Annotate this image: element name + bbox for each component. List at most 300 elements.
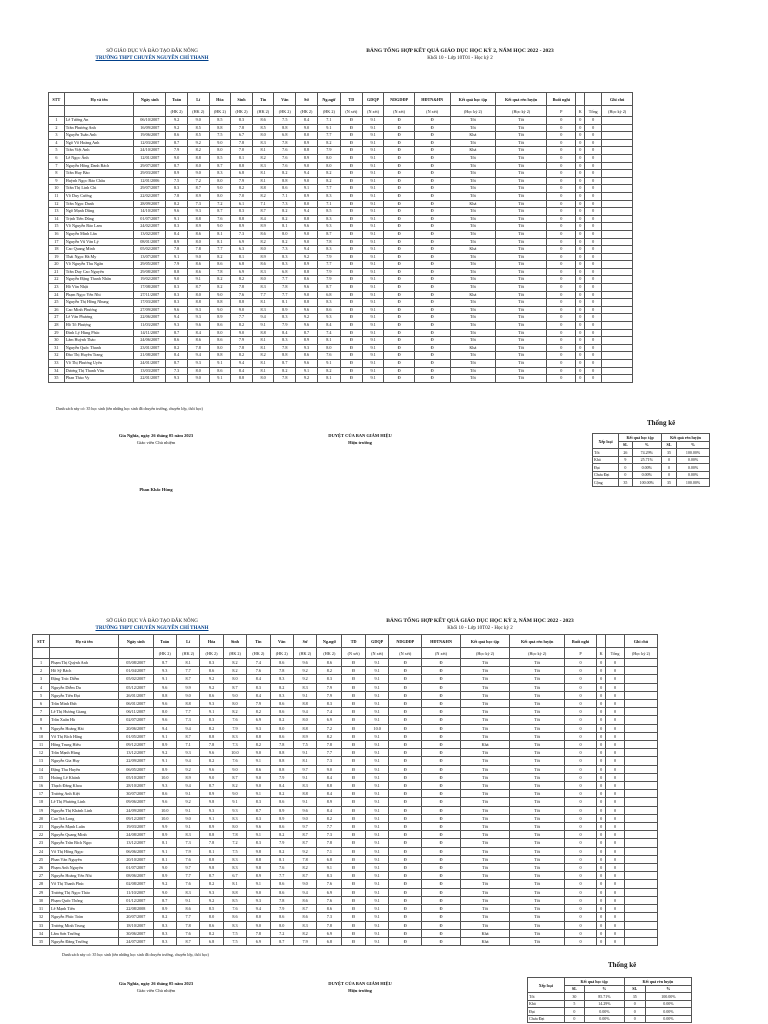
table-cell: 0	[547, 139, 576, 147]
table-cell: 9.1	[365, 855, 389, 863]
table-cell: 8.6	[166, 132, 188, 140]
table-cell: Đ	[341, 208, 363, 216]
table-cell: 33	[33, 921, 50, 929]
table-cell: 8.2	[270, 683, 293, 691]
report2-school: TRƯỜNG THPT CHUYÊN NGUYỄN CHÍ THANH	[95, 626, 209, 631]
table-cell: 9.1	[365, 773, 389, 781]
table-cell: 0	[547, 238, 576, 246]
table-cell: Đ	[341, 238, 363, 246]
table-cell: Đ	[384, 132, 414, 140]
table-cell: Đ	[389, 741, 422, 749]
table-cell	[602, 177, 633, 185]
column-subheader: (Học kỳ 2)	[510, 648, 565, 659]
table-cell	[602, 147, 633, 155]
table-cell: Tốt	[450, 329, 496, 337]
table-cell: Tốt	[496, 147, 547, 155]
table-cell: 0	[585, 192, 602, 200]
table-cell: 25	[33, 855, 50, 863]
column-subheader: (Học kỳ 2)	[450, 106, 496, 117]
table-cell: 8.8	[274, 124, 296, 132]
stats-cell: Tốt	[593, 449, 619, 457]
table-cell: Đ	[414, 299, 450, 307]
table-cell: Đ	[342, 864, 365, 872]
table-cell: 0	[565, 929, 597, 937]
stats-header: Kết quả rèn luyện	[662, 434, 710, 442]
table-cell: 27/11/2007	[134, 291, 166, 299]
table-cell: 8.6	[317, 905, 342, 913]
table-cell: 8.8	[270, 765, 293, 773]
table-cell: Tốt	[450, 238, 496, 246]
table-cell: 9.1	[153, 732, 176, 740]
table-cell: 8.3	[166, 223, 188, 231]
table-cell: Đ	[342, 724, 365, 732]
table-cell: 06/01/2007	[119, 700, 153, 708]
table-cell: 29/07/2007	[134, 185, 166, 193]
table-cell: 0	[576, 261, 585, 269]
table-row	[49, 261, 633, 269]
table-cell: Tốt	[450, 230, 496, 238]
table-cell: 8.2	[293, 929, 316, 937]
table-cell: 8.0	[252, 276, 274, 284]
stats-header-row	[528, 978, 692, 986]
table-cell: 8.8	[274, 177, 296, 185]
table-cell: 7.6	[223, 757, 246, 765]
table-cell: 8.2	[200, 929, 223, 937]
table-cell: 8.7	[296, 329, 318, 337]
stats-cell: 0	[624, 1008, 645, 1016]
column-subheader: (HK 2)	[187, 106, 209, 117]
table-cell: 8.6	[293, 913, 316, 921]
table-cell: 7.7	[317, 261, 340, 269]
table-cell: 6.3	[231, 246, 253, 254]
table-cell: 9.4	[166, 314, 188, 322]
table-cell: Tốt	[496, 284, 547, 292]
table-cell: Đ	[384, 170, 414, 178]
table-cell: 0	[565, 683, 597, 691]
table-cell: 8.2	[223, 708, 246, 716]
table-cell: 9.2	[200, 683, 223, 691]
table-cell: 9.4	[252, 314, 274, 322]
table-cell: Đ	[342, 888, 365, 896]
table-cell: Đ	[422, 708, 461, 716]
table-cell: 9.0	[166, 276, 188, 284]
table-cell: Đ	[422, 847, 461, 855]
table-cell: 9.1	[362, 139, 384, 147]
table-cell: 8.1	[200, 847, 223, 855]
table-cell: Tốt	[460, 831, 509, 839]
column-subheader	[50, 648, 119, 659]
table-cell: 8.2	[209, 253, 231, 261]
table-cell: 0	[596, 855, 605, 863]
table-cell: 0	[576, 284, 585, 292]
report1-subtitle: Khối 10 - Lớp 10T01 - Học kỳ 2	[427, 56, 493, 61]
table-cell: 9.1	[362, 238, 384, 246]
table-cell: 7.9	[166, 147, 188, 155]
stats-cell: 0.00%	[677, 471, 710, 479]
table-cell: Đ	[384, 192, 414, 200]
table-cell: 0	[547, 132, 576, 140]
table-cell: 8.4	[247, 675, 270, 683]
table-cell: 7.9	[317, 276, 340, 284]
table-cell: 6.9	[247, 937, 270, 945]
table-cell: 9.1	[362, 367, 384, 375]
table-cell: Tốt	[450, 124, 496, 132]
table-cell: Đ	[414, 268, 450, 276]
table-row	[33, 823, 658, 831]
table-cell: 7.5	[166, 177, 188, 185]
column-header: NDGDĐP	[389, 635, 422, 648]
stats-row	[528, 1000, 692, 1008]
table-cell: Đ	[384, 306, 414, 314]
student-name-cell: Hồ Tố Phượng	[64, 322, 134, 330]
table-row	[33, 683, 658, 691]
table-cell: 7.7	[274, 291, 296, 299]
stats-cell: 35	[619, 479, 632, 487]
table-cell: 28	[49, 322, 65, 330]
table-cell: Đ	[342, 773, 365, 781]
table-cell: 8.8	[274, 352, 296, 360]
stats-subheader: %	[677, 441, 710, 449]
column-header: Kết quả học tập	[460, 635, 509, 648]
table-cell: Đ	[389, 732, 422, 740]
table-cell: 9.1	[365, 905, 389, 913]
stats-cell: 0.00%	[632, 471, 662, 479]
table-cell: 9.1	[317, 864, 342, 872]
table-cell: 7.8	[317, 238, 340, 246]
table-cell: 0	[565, 847, 597, 855]
table-cell: Tốt	[496, 261, 547, 269]
column-header	[596, 635, 605, 648]
table-row	[33, 691, 658, 699]
table-cell: 9	[49, 177, 65, 185]
table-cell: 8.7	[209, 208, 231, 216]
table-cell: 6.8	[231, 261, 253, 269]
table-cell: 8.2	[293, 864, 316, 872]
table-cell: Tốt	[460, 700, 509, 708]
table-cell: 7.6	[270, 864, 293, 872]
table-cell: 0	[576, 185, 585, 193]
table-row	[33, 839, 658, 847]
stats-subheader: SL	[564, 985, 584, 993]
table-cell: Tốt	[496, 314, 547, 322]
table-cell: 9.2	[166, 124, 188, 132]
table-cell: 8.3	[317, 700, 342, 708]
table-cell: 0	[596, 782, 605, 790]
table-cell: 8.9	[209, 314, 231, 322]
table-cell: 7.9	[317, 683, 342, 691]
stats-cell: Chưa Đạt	[593, 471, 619, 479]
table-row	[49, 200, 633, 208]
table-cell: 8.1	[153, 839, 176, 847]
table-cell: 7.7	[270, 872, 293, 880]
table-cell: 8.3	[274, 261, 296, 269]
table-cell: 0	[565, 864, 597, 872]
table-cell: 9.1	[362, 375, 384, 383]
table-cell: 9.3	[200, 700, 223, 708]
table-cell: 9.2	[200, 675, 223, 683]
table-cell: 0	[547, 337, 576, 345]
table-cell: 9.3	[200, 806, 223, 814]
table-cell: 0	[576, 192, 585, 200]
table-cell: 0	[606, 659, 624, 667]
table-cell	[602, 291, 633, 299]
table-cell: 13/02/2007	[134, 230, 166, 238]
table-cell: 18	[33, 798, 50, 806]
table-cell	[624, 905, 657, 913]
table-cell: 8.0	[252, 246, 274, 254]
table-cell: 0	[585, 360, 602, 368]
table-cell: 9.1	[365, 790, 389, 798]
column-subheader: (HK 2)	[231, 106, 253, 117]
table-cell: 9.4	[153, 724, 176, 732]
table-cell: Đ	[414, 132, 450, 140]
table-cell: 11	[49, 192, 65, 200]
table-cell	[602, 352, 633, 360]
table-cell: 8.3	[317, 246, 340, 254]
table-cell: Đ	[384, 124, 414, 132]
table-cell: 9.0	[296, 291, 318, 299]
table-cell: 7.8	[200, 741, 223, 749]
table-cell: Tốt	[510, 798, 565, 806]
table-cell: 0	[606, 937, 624, 945]
table-cell: Tốt	[460, 855, 509, 863]
table-cell: 8.2	[274, 170, 296, 178]
stats-header: Xếp loại	[593, 434, 619, 449]
student-name-cell: Nguyễn Phúc Toàn	[50, 913, 119, 921]
table-cell: Đ	[389, 659, 422, 667]
table-cell: 7.7	[176, 913, 199, 921]
report2-board: DUYỆT CỦA BAN GIÁM HIỆU	[328, 981, 392, 986]
table-cell: 7.7	[176, 708, 199, 716]
table-cell: 0	[606, 888, 624, 896]
student-name-cell: Phan Văn Nguyên	[50, 855, 119, 863]
table-row	[33, 749, 658, 757]
stats-cell: 0	[564, 1015, 584, 1023]
table-cell: 0	[565, 765, 597, 773]
table-cell: 0	[606, 667, 624, 675]
table-cell: Đ	[384, 200, 414, 208]
report2-header-right	[350, 618, 610, 632]
table-cell: 32	[49, 352, 65, 360]
table-cell: 7.3	[176, 839, 199, 847]
table-cell	[602, 261, 633, 269]
table-cell: 8.2	[223, 659, 246, 667]
table-row	[49, 230, 633, 238]
table-cell: 9.1	[365, 782, 389, 790]
table-cell: 0	[585, 139, 602, 147]
table-cell: Đ	[389, 855, 422, 863]
table-cell: 7.6	[317, 880, 342, 888]
table-cell: 8.8	[296, 299, 318, 307]
column-header: GDQP	[365, 635, 389, 648]
table-cell: 7.9	[223, 724, 246, 732]
table-cell: 0	[547, 306, 576, 314]
table-cell: 9.8	[247, 864, 270, 872]
student-name-cell: Đinh Lý Hùng Phúc	[64, 329, 134, 337]
table-cell	[624, 798, 657, 806]
column-header: Ngày sinh	[119, 635, 153, 648]
table-cell: Đ	[422, 814, 461, 822]
table-cell: 0	[585, 344, 602, 352]
table-cell: Đ	[342, 872, 365, 880]
table-cell: 9.0	[209, 306, 231, 314]
table-cell: 13/07/2007	[134, 253, 166, 261]
table-row	[33, 708, 658, 716]
table-cell: 8.0	[187, 291, 209, 299]
table-cell: Tốt	[450, 268, 496, 276]
table-cell	[624, 814, 657, 822]
table-cell: 0	[547, 230, 576, 238]
table-cell: 9.2	[296, 375, 318, 383]
table-cell: 22/02/2007	[134, 192, 166, 200]
table-cell: Đ	[342, 741, 365, 749]
stats-cell: 9	[619, 456, 632, 464]
table-cell: 0	[606, 716, 624, 724]
table-cell: 10.0	[153, 773, 176, 781]
table-cell: Tốt	[450, 117, 496, 125]
table-cell: Tốt	[496, 322, 547, 330]
table-cell: Tốt	[450, 177, 496, 185]
table-cell: 8.7	[293, 839, 316, 847]
table-cell	[624, 880, 657, 888]
table-cell: Tốt	[450, 223, 496, 231]
table-cell: 9.4	[293, 888, 316, 896]
table-cell: 30/07/2007	[119, 790, 153, 798]
table-cell: 9.2	[176, 765, 199, 773]
table-cell: 8.7	[187, 284, 209, 292]
table-row	[33, 724, 658, 732]
table-cell: Đ	[341, 223, 363, 231]
table-cell: 18	[49, 246, 65, 254]
table-row	[33, 700, 658, 708]
table-cell: 19/06/2007	[134, 132, 166, 140]
table-cell: 8.7	[176, 732, 199, 740]
table-cell: 0	[585, 154, 602, 162]
table-cell: Tốt	[510, 888, 565, 896]
table-cell: 4	[33, 683, 50, 691]
table-cell	[602, 170, 633, 178]
table-cell: Đ	[342, 855, 365, 863]
table-cell: 0	[606, 765, 624, 773]
student-name-cell: Cao Minh Phương	[64, 306, 134, 314]
column-header: Toán	[153, 635, 176, 648]
table-cell: Đ	[384, 314, 414, 322]
table-cell: 8.5	[252, 124, 274, 132]
table-cell: 7.8	[274, 139, 296, 147]
column-subheader: K	[596, 648, 605, 659]
table-cell: 8.4	[247, 691, 270, 699]
table-cell: 0	[606, 847, 624, 855]
table-cell: 8.3	[317, 675, 342, 683]
table-row	[49, 253, 633, 261]
column-subheader: (N xét)	[342, 648, 365, 659]
table-cell: 9.1	[176, 896, 199, 904]
table-cell: 8.8	[296, 268, 318, 276]
table-cell: 30	[33, 896, 50, 904]
table-cell	[624, 749, 657, 757]
table-cell: 15	[49, 223, 65, 231]
table-cell: 8.3	[176, 831, 199, 839]
table-cell: 35	[33, 937, 50, 945]
table-cell: Đ	[414, 246, 450, 254]
table-cell: Tốt	[510, 929, 565, 937]
table-cell: Tốt	[496, 215, 547, 223]
table-cell: 0	[565, 691, 597, 699]
table-cell: 8.8	[231, 215, 253, 223]
table-cell: 9.2	[200, 896, 223, 904]
column-subheader: (HK 2)	[270, 648, 293, 659]
table-cell: Đ	[414, 192, 450, 200]
table-cell: Đ	[422, 659, 461, 667]
table-cell: 0	[547, 177, 576, 185]
table-cell: Đ	[341, 200, 363, 208]
stats-row	[593, 471, 710, 479]
table-cell: 0	[547, 322, 576, 330]
table-cell: 0	[585, 329, 602, 337]
table-cell: Đ	[414, 147, 450, 155]
table-cell	[624, 724, 657, 732]
table-cell: Tốt	[510, 667, 565, 675]
table-cell: 8.6	[270, 732, 293, 740]
table-cell: 8.6	[209, 367, 231, 375]
student-name-cell: Nguyễn Gia Huy	[50, 757, 119, 765]
table-cell: Đ	[342, 765, 365, 773]
table-cell: Tốt	[510, 749, 565, 757]
table-cell: 0	[565, 839, 597, 847]
table-cell: 9.1	[362, 170, 384, 178]
table-cell	[624, 691, 657, 699]
table-cell: 8.0	[223, 675, 246, 683]
report2-agency: SỞ GIÁO DỤC VÀ ĐÀO TẠO ĐẮK NÔNG	[106, 619, 198, 624]
student-name-cell: Lê Tường An	[64, 117, 134, 125]
table-cell: 8.1	[209, 238, 231, 246]
student-name-cell: Đặng Trúc Diễm	[50, 675, 119, 683]
table-cell	[624, 929, 657, 937]
stats-row	[528, 1015, 692, 1023]
table-cell: 0	[606, 757, 624, 765]
table-cell: 9.9	[153, 823, 176, 831]
column-subheader: (HK 2)	[317, 106, 340, 117]
student-name-cell: Lê Mạnh Tiến	[50, 905, 119, 913]
table-cell: Đ	[422, 790, 461, 798]
table-cell: Đ	[389, 749, 422, 757]
table-cell: 10.0	[153, 814, 176, 822]
table-cell: 22/01/2007	[134, 375, 166, 383]
table-cell: 8.9	[153, 872, 176, 880]
student-name-cell: Võ Thị Hồng Ngọc	[50, 847, 119, 855]
table-cell: 7.4	[247, 659, 270, 667]
stats-cell: 100.00%	[677, 449, 710, 457]
table-cell: 12	[49, 200, 65, 208]
table-cell: 9.0	[247, 749, 270, 757]
table-cell: 9.0	[247, 773, 270, 781]
table-cell: Đ	[414, 329, 450, 337]
stats-header-row	[593, 434, 710, 442]
table-cell: 0	[576, 117, 585, 125]
table-cell: 22	[33, 831, 50, 839]
table-cell: 24	[33, 847, 50, 855]
table-cell: Tốt	[496, 132, 547, 140]
table-cell: 8.3	[200, 716, 223, 724]
table-cell: Tốt	[496, 230, 547, 238]
table-cell: 0	[547, 215, 576, 223]
table-cell: Tốt	[460, 798, 509, 806]
table-row	[33, 814, 658, 822]
table-cell: 8.7	[200, 782, 223, 790]
student-name-cell: Nguyễn Tiến Đạt	[50, 691, 119, 699]
column-header: Sử	[296, 93, 318, 106]
table-cell: 8.4	[317, 806, 342, 814]
